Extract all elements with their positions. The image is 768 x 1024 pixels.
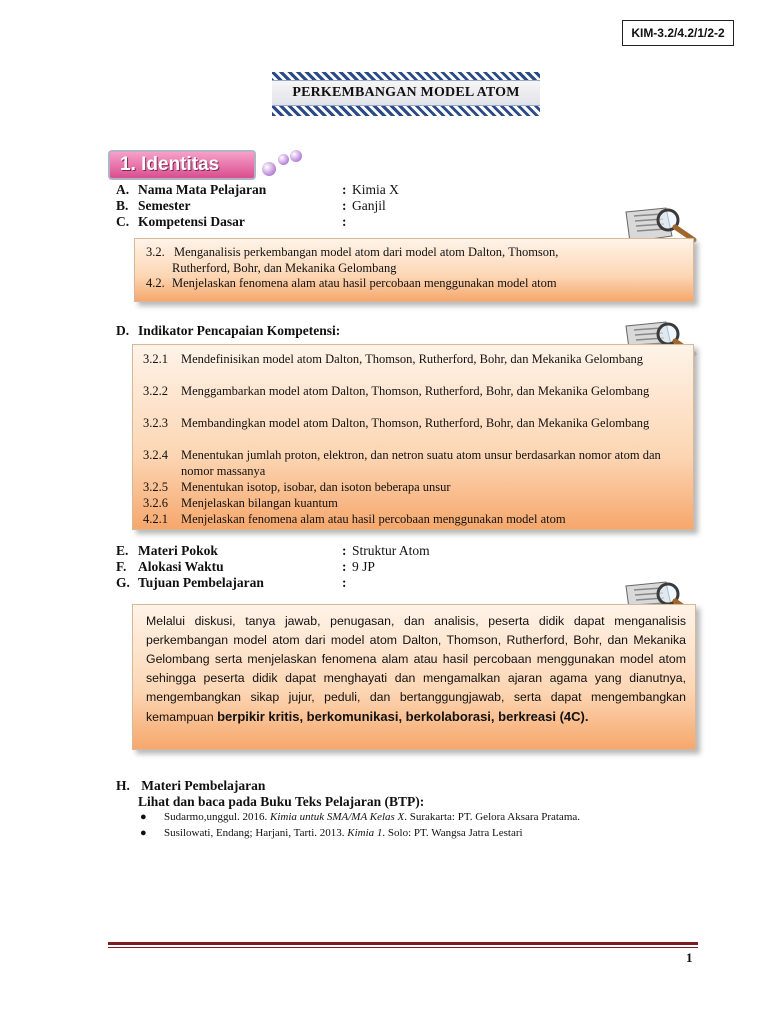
materi-subheading: Lihat dan baca pada Buku Teks Pelajaran (BTP): bbox=[138, 794, 425, 809]
footer-divider bbox=[108, 947, 698, 948]
reference-author: Susilowati, Endang; Harjani, Tarti. 2013. bbox=[164, 827, 348, 839]
page-title: PERKEMBANGAN MODEL ATOM bbox=[272, 80, 540, 106]
reference-author: Sudarmo,unggul. 2016. bbox=[164, 811, 271, 823]
indikator-text: Membandingkan model atom Dalton, Thomson, Rutherford, Bohr, dan Mekanika Gelombang bbox=[181, 416, 650, 430]
kd-text: Menjelaskan fenomena alam atau hasil percobaan menggunakan model atom bbox=[172, 276, 557, 290]
row-letter: E. bbox=[116, 543, 129, 558]
row-label: Indikator Pencapaian Kompetensi: bbox=[138, 323, 341, 338]
row-colon: : bbox=[342, 559, 347, 574]
section-tab-identitas: 1. Identitas bbox=[108, 150, 256, 180]
row-letter: H. bbox=[116, 778, 130, 793]
kd-number: 3.2. bbox=[146, 245, 165, 259]
reference-publisher: . Solo: PT. Wangsa Jatra Lestari bbox=[382, 827, 523, 839]
row-label: Kompetensi Dasar bbox=[138, 214, 245, 229]
row-label: Materi Pokok bbox=[138, 543, 218, 558]
row-colon: : bbox=[342, 198, 347, 213]
row-label: Nama Mata Pelajaran bbox=[138, 182, 267, 197]
indikator-number: 3.2.4 bbox=[143, 448, 168, 462]
kd-text-cont: Rutherford, Bohr, dan Mekanika Gelombang bbox=[172, 260, 397, 275]
row-colon: : bbox=[342, 214, 347, 229]
reference-publisher: . Surakarta: PT. Gelora Aksara Pratama. bbox=[404, 811, 581, 823]
reference-book-title: Kimia 1 bbox=[347, 827, 383, 839]
indikator-number: 3.2.1 bbox=[143, 352, 168, 366]
row-label: Materi Pembelajaran bbox=[141, 778, 266, 793]
row-letter: A. bbox=[116, 182, 130, 197]
indikator-number: 4.2.1 bbox=[143, 512, 168, 526]
reference-text bbox=[164, 811, 580, 823]
bubble-decoration bbox=[262, 162, 276, 176]
tujuan-paragraph bbox=[146, 612, 686, 727]
kd-number: 4.2. bbox=[146, 276, 165, 290]
document-code: KIM-3.2/4.2/1/2-2 bbox=[622, 20, 734, 46]
indikator-number: 3.2.6 bbox=[143, 496, 168, 510]
bullet-icon: ● bbox=[140, 827, 147, 839]
bubble-decoration bbox=[278, 154, 289, 165]
indikator-text: Menjelaskan fenomena alam atau hasil percobaan menggunakan model atom bbox=[181, 512, 566, 526]
row-value: Struktur Atom bbox=[352, 543, 430, 558]
kd-text: Menganalisis perkembangan model atom dari model atom Dalton, Thomson, bbox=[174, 245, 559, 259]
indikator-text: Mendefinisikan model atom Dalton, Thomson, Rutherford, Bohr, dan Mekanika Gelombang bbox=[181, 352, 644, 366]
bubble-decoration bbox=[290, 150, 302, 162]
row-label: Tujuan Pembelajaran bbox=[138, 575, 264, 590]
row-letter: B. bbox=[116, 198, 129, 213]
row-colon: : bbox=[342, 575, 347, 590]
indikator-number: 3.2.2 bbox=[143, 384, 168, 398]
row-label: Alokasi Waktu bbox=[138, 559, 224, 574]
reference-text bbox=[164, 827, 523, 839]
indikator-number: 3.2.5 bbox=[143, 480, 168, 494]
indikator-number: 3.2.3 bbox=[143, 416, 168, 430]
row-letter: F. bbox=[116, 559, 127, 574]
row-label: Semester bbox=[138, 198, 191, 213]
indikator-text: Menggambarkan model atom Dalton, Thomson, Rutherford, Bohr, dan Mekanika Gelombang bbox=[181, 384, 650, 398]
row-colon: : bbox=[342, 543, 347, 558]
tujuan-bold-text: berpikir kritis, berkomunikasi, berkolaborasi, berkreasi (4C). bbox=[217, 709, 589, 724]
row-value: 9 JP bbox=[352, 559, 375, 574]
row-colon: : bbox=[342, 182, 347, 197]
reference-book-title: Kimia untuk SMA/MA Kelas X bbox=[270, 811, 405, 823]
indikator-text: Menentukan jumlah proton, elektron, dan netron suatu atom unsur berdasarkan nomor atom dan nomor massanya bbox=[181, 448, 661, 478]
row-letter: C. bbox=[116, 214, 130, 229]
page-number: 1 bbox=[686, 950, 693, 965]
title-banner bbox=[272, 72, 540, 116]
row-letter: G. bbox=[116, 575, 130, 590]
row-value: Ganjil bbox=[352, 198, 386, 213]
indikator-text: Menentukan isotop, isobar, dan isoton beberapa unsur bbox=[181, 480, 451, 494]
indikator-text: Menjelaskan bilangan kuantum bbox=[181, 496, 338, 510]
materi-heading bbox=[116, 778, 265, 794]
tujuan-text: Melalui diskusi, tanya jawab, penugasan, dan analisis, peserta didik dapat menganalisis perkembangan model atom dari model atom Dalton, Thomson, Rutherford, Bohr, dan Mekanika Gelombang serta menjelaskan fenomena alam atau hasil percobaan menggunakan model atom sehingga peserta didik dapat menghayati dan mengamalkan ajaran agama yang dianutnya, mengembangkan sikap jujur, peduli, dan bertanggungjawab, serta dapat mengembangkan kemampuan bbox=[146, 614, 686, 724]
row-value: Kimia X bbox=[352, 182, 399, 197]
bullet-icon: ● bbox=[140, 811, 147, 823]
footer-divider bbox=[108, 942, 698, 945]
row-letter: D. bbox=[116, 323, 130, 338]
